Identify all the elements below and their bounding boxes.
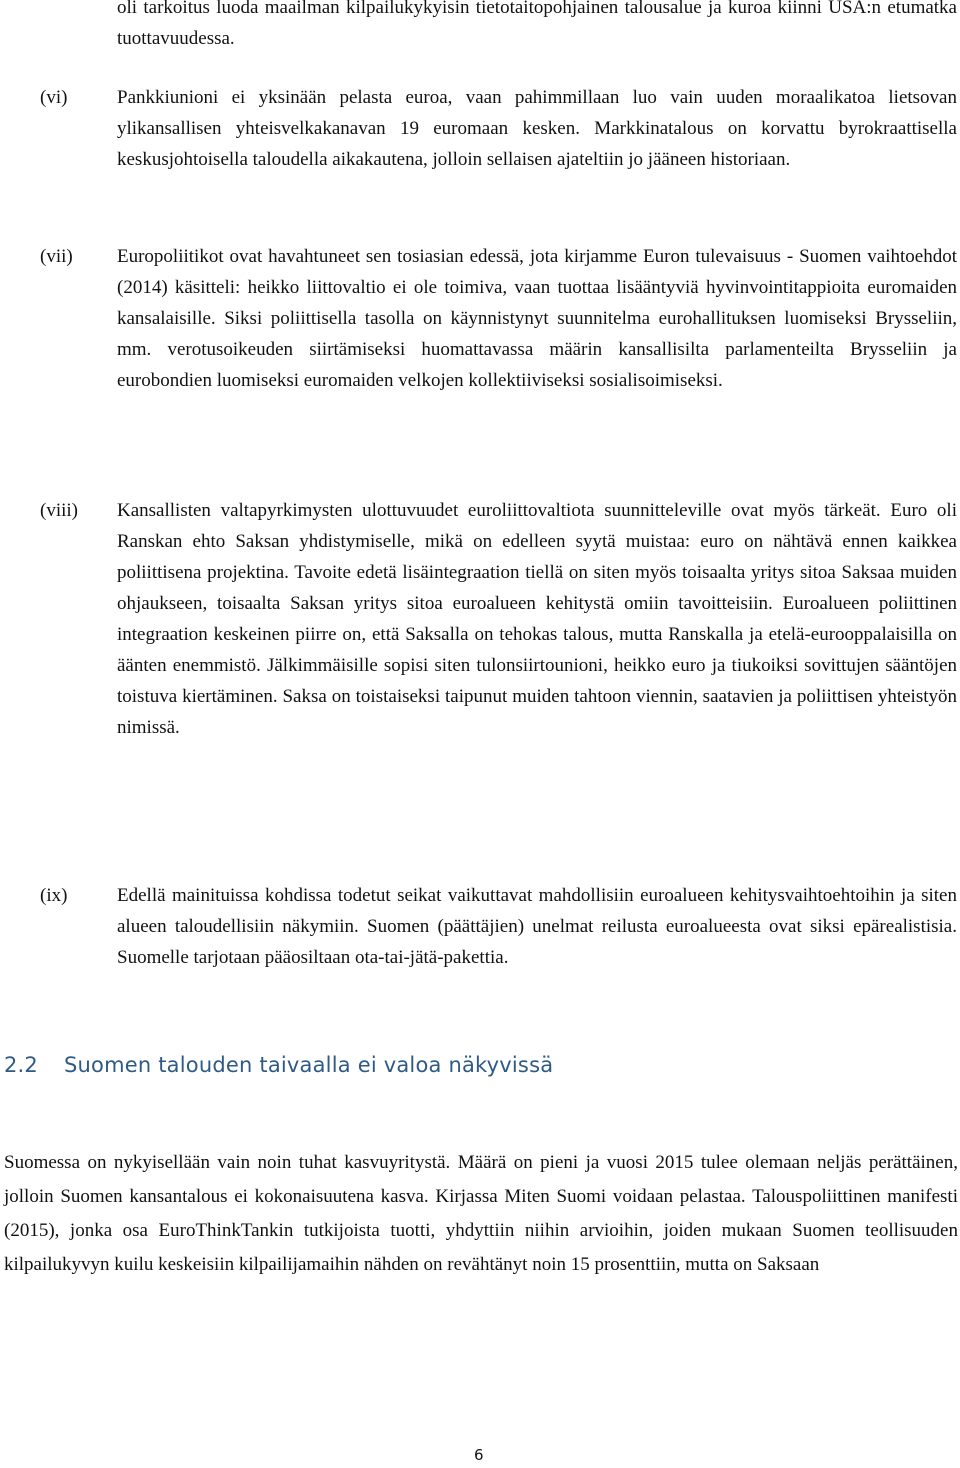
list-item-text: Edellä mainituissa kohdissa todetut seikat vaikuttavat mahdollisiin euroalueen kehitysvaihtoehtoihin ja siten alueen taloudellisiin näkymiin. Suomen (päättäjien) unelmat reilusta euroalueesta ovat siksi epärealistisia. Suomelle tarjotaan pääosiltaan ota-tai-jätä-pakettia. xyxy=(117,885,957,968)
list-marker: (ix) xyxy=(40,885,68,906)
body-paragraph: Suomessa on nykyisellään vain noin tuhat kasvuyritystä. Määrä on pieni ja vuosi 2015 tulee olemaan neljäs perättäinen, jolloin Suomen kansantalous ei kokonaisuutena kasva. Kirjassa Miten Suomi voidaan pelastaa. Talouspoliittinen manifesti (2015), jonka osa EuroThinkTankin tutkijoista tuotti, yhdyttiin niihin arvioihin, joiden mukaan Suomen teollisuuden kilpailukyvyn kuilu keskeisiin kilpailijamaihin nähden on revähtänyt noin 15 prosenttiin, mutta on Saksaan xyxy=(4,1152,958,1275)
list-marker: (viii) xyxy=(40,500,78,521)
section-heading xyxy=(4,1053,553,1077)
continuation-text: oli tarkoitus luoda maailman kilpailukykyisin tietotaitopohjainen talousalue ja kuroa kiinni USA:n etumatka tuottavuudessa. xyxy=(117,0,957,49)
list-marker: (vii) xyxy=(40,246,73,267)
list-marker: (vi) xyxy=(40,87,68,108)
section-title: Suomen talouden taivaalla ei valoa näkyvissä xyxy=(64,1053,554,1077)
page-number: 6 xyxy=(474,1446,484,1464)
list-item-text: Europoliitikot ovat havahtuneet sen tosiasian edessä, jota kirjamme Euron tulevaisuus - Suomen vaihtoehdot (2014) käsitteli: heikko liittovaltio ei ole toimiva, vaan tuottaa lisääntyviä hyvinvointitappioita euromaiden kansalaisille. Siksi poliittisella tasolla on käynnistynyt suunnitelma eurohallituksen luomiseksi Brysseliin, mm. verotusoikeuden siirtämiseksi huomattavassa määrin kansallisilta parlamenteilta Brysseliin ja eurobondien luomiseksi euromaiden velkojen kollektiiviseksi sosialisoimiseksi. xyxy=(117,246,957,391)
list-item-text: Pankkiunioni ei yksinään pelasta euroa, vaan pahimmillaan luo vain uuden moraalikatoa lietsovan ylikansallisen yhteisvelkakanavan 19 euromaan kesken. Markkinatalous on korvattu byrokraattisella keskusjohtoisella taloudella aikakautena, jolloin sellaisen ajateltiin jo jääneen historiaan. xyxy=(117,87,957,170)
section-number: 2.2 xyxy=(4,1053,38,1077)
list-item-text: Kansallisten valtapyrkimysten ulottuvuudet euroliittovaltiota suunnitteleville ovat myös tärkeät. Euro oli Ranskan ehto Saksan yhdistymiselle, mikä on edelleen syytä muistaa: euro on nähtävä ennen kaikkea poliittisena projektina. Tavoite edetä lisäintegraation tiellä on siten myös toisaalta yritys sitoa Saksaa muiden ohjaukseen, toisaalta Saksan yritys sitoa euroalueen kehitystä omiin tavoitteisiin. Euroalueen poliittinen integraation keskeinen piirre on, että Saksalla on tehokas talous, mutta Ranskalla ja etelä-eurooppalaisilla on äänten enemmistö. Jälkimmäisille sopisi siten tulonsiirtounioni, heikko euro ja tiukoiksi sovittujen sääntöjen toistuva kiertäminen. Saksa on toistaiseksi taipunut muiden tahtoon viennin, saatavien ja poliittisen yhteistyön nimissä. xyxy=(117,500,957,738)
